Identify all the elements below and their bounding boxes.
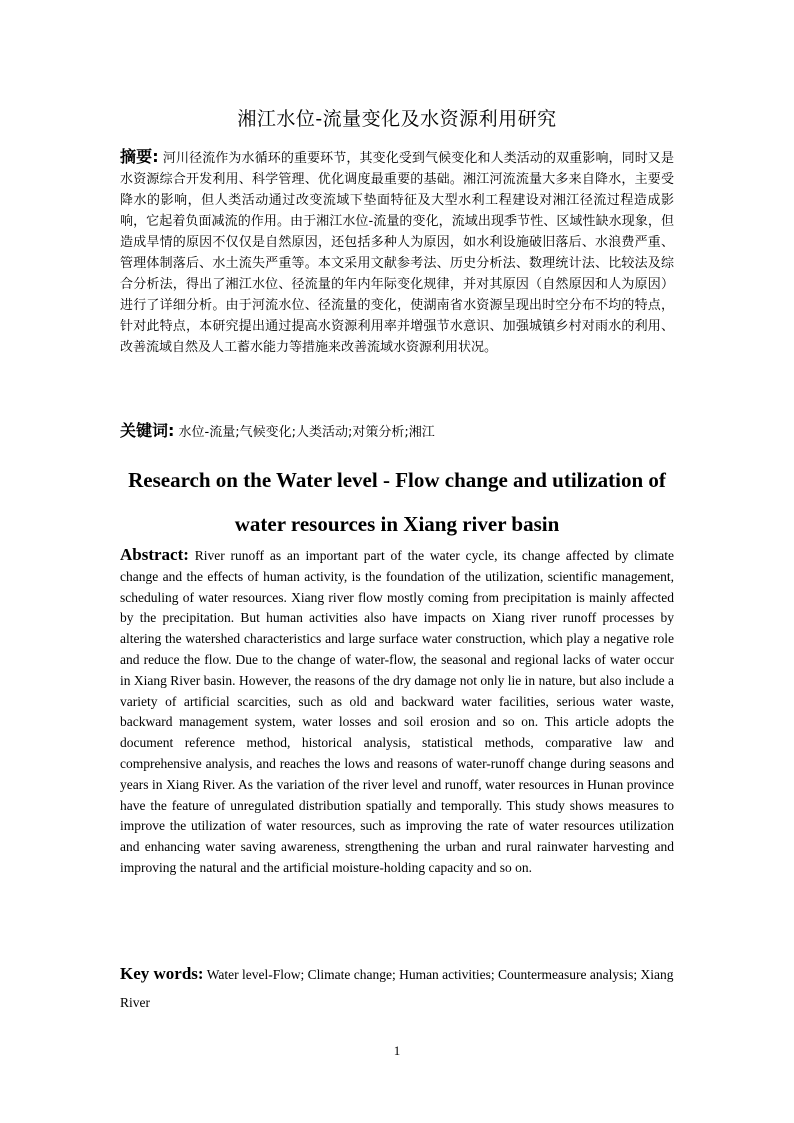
chinese-keywords-label: 关键词: (120, 421, 175, 440)
chinese-abstract-label: 摘要: (120, 147, 159, 166)
chinese-title: 湘江水位-流量变化及水资源利用研究 (237, 108, 557, 130)
english-title: Research on the Water level - Flow change and utilization of water resources in Xiang river basin (128, 468, 666, 536)
chinese-abstract (120, 146, 674, 358)
page-number: 1 (393, 1043, 401, 1058)
chinese-keywords-text: 水位-流量;气候变化;人类活动;对策分析;湘江 (178, 425, 435, 440)
english-keywords (120, 960, 674, 1017)
english-abstract (120, 545, 674, 879)
chinese-keywords (120, 420, 674, 444)
english-keywords-text: Water level-Flow; Climate change; Human activities; Countermeasure analysis; Xiang River (120, 967, 674, 1010)
english-keywords-label: Key words: (120, 964, 204, 983)
english-abstract-label: Abstract: (120, 545, 189, 564)
english-abstract-text: River runoff as an important part of the water cycle, its change affected by climate change and the effects of human activity, is the foundation of the utilization, scientific management, scheduling of water resources. Xiang river flow mostly coming from precipitation is mainly affected by the precipitation. But human activities also have impacts on Xiang river runoff processes by altering the watershed characteristics and large surface water construction, which play a negative role and reduce the flow. Due to the change of water-flow, the seasonal and regional lacks of water occur in Xiang River basin. However, the reasons of the dry damage not only lie in nature, but also include a variety of artificial scarcities, such as old and backward water facilities, serious water waste, backward management system, water losses and soil erosion and so on. This article adopts the document reference method, historical analysis, statistical methods, comparative law and comprehensive analysis, and reaches the lows and reasons of water-runoff change during seasons and years in Xiang River. As the variation of the river level and runoff, water resources in Hunan province have the feature of unregulated distribution spatially and temporally. This study shows measures to improve the utilization of water resources, such as improving the rate of water resources utilization and enhancing water saving awareness, strengthening the urban and rural rainwater harvesting and improving the natural and the artificial moisture-holding capacity and so on. (120, 548, 674, 875)
chinese-abstract-text: 河川径流作为水循环的重要环节，其变化受到气候变化和人类活动的双重影响，同时又是水资源综合开发利用、科学管理、优化调度最重要的基础。湘江河流流量大多来自降水，主要受降水的影响，但人类活动通过改变流域下垫面特征及大型水利工程建设对湘江径流过程造成影响，它起着负面减流的作用。由于湘江水位-流量的变化，流域出现季节性、区域性缺水现象，但造成旱情的原因不仅仅是自然原因，还包括多种人为原因，如水利设施破旧落后、水浪费严重、管理体制落后、水土流失严重等。本文采用文献参考法、历史分析法、数理统计法、比较法及综合分析法，得出了湘江水位、径流量的年内年际变化规律，并对其原因（自然原因和人为原因）进行了详细分析。由于河流水位、径流量的变化，使湖南省水资源呈现出时空分布不均的特点，针对此特点，本研究提出通过提高水资源利用率并增强节水意识、加强城镇乡村对雨水的利用、改善流域自然及人工蓄水能力等措施来改善流域水资源利用状况。 (120, 151, 674, 355)
